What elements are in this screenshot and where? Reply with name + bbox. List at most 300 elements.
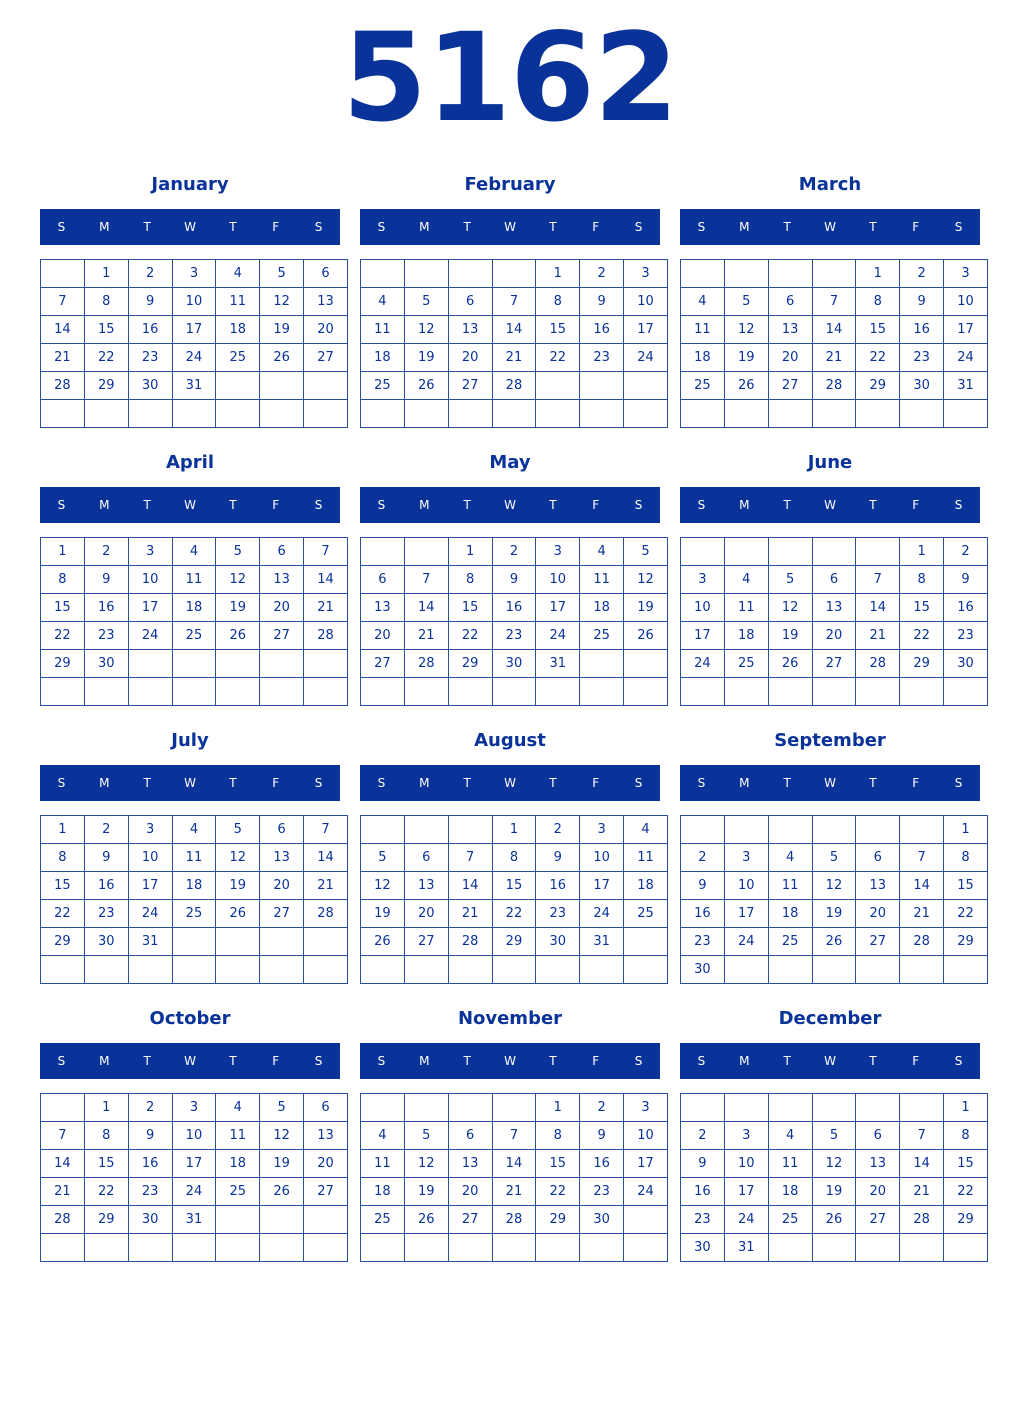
day-cell: 16 (128, 316, 172, 344)
day-cell (900, 400, 944, 428)
day-cell: 27 (361, 650, 405, 678)
day-cell (260, 1234, 304, 1262)
month-name: June (807, 452, 853, 473)
weekday-label: T (463, 1054, 471, 1068)
day-cell (448, 678, 492, 706)
day-cell: 29 (41, 650, 85, 678)
month-name: March (798, 174, 862, 195)
day-cell: 13 (856, 872, 900, 900)
weekday-header (680, 765, 980, 801)
weekday-label: M (99, 220, 110, 234)
week-row (41, 372, 348, 400)
day-cell (536, 372, 580, 400)
weekday-label: W (504, 498, 516, 512)
day-cell: 3 (944, 260, 988, 288)
day-cell: 12 (216, 566, 260, 594)
day-cell (768, 816, 812, 844)
day-cell: 19 (812, 900, 856, 928)
day-cell: 23 (681, 1206, 725, 1234)
weekday-label: W (504, 776, 516, 790)
day-cell: 22 (492, 900, 536, 928)
day-cell: 20 (404, 900, 448, 928)
day-cell: 11 (624, 844, 668, 872)
day-cell: 24 (128, 622, 172, 650)
day-cell: 10 (580, 844, 624, 872)
day-cell: 8 (856, 288, 900, 316)
day-cell: 22 (944, 900, 988, 928)
weekday-label: T (783, 1054, 791, 1068)
week-row (41, 1206, 348, 1234)
day-cell (536, 1234, 580, 1262)
weekday-header (40, 1043, 340, 1079)
week-row (681, 900, 988, 928)
day-cell (128, 650, 172, 678)
day-cell (361, 678, 405, 706)
day-cell: 7 (304, 538, 348, 566)
day-cell: 30 (900, 372, 944, 400)
day-cell: 2 (944, 538, 988, 566)
day-cell (304, 678, 348, 706)
day-cell: 24 (681, 650, 725, 678)
weekday-label: S (314, 220, 323, 234)
day-cell: 27 (260, 622, 304, 650)
day-cell: 7 (41, 288, 85, 316)
day-cell: 29 (84, 1206, 128, 1234)
day-cell: 6 (404, 844, 448, 872)
day-cell (84, 956, 128, 984)
weekday-label: S (314, 776, 323, 790)
day-cell: 12 (812, 872, 856, 900)
day-cell: 2 (492, 538, 536, 566)
day-cell (448, 816, 492, 844)
day-cell (768, 400, 812, 428)
days-table (40, 815, 348, 984)
weekday-header (680, 487, 980, 523)
day-cell (624, 372, 668, 400)
weekday-label: W (824, 220, 836, 234)
day-cell: 14 (856, 594, 900, 622)
day-cell: 14 (900, 872, 944, 900)
day-cell: 18 (172, 872, 216, 900)
day-cell: 23 (580, 344, 624, 372)
day-cell (448, 260, 492, 288)
day-cell (724, 816, 768, 844)
day-cell (216, 1234, 260, 1262)
day-cell: 29 (944, 1206, 988, 1234)
day-cell: 16 (681, 900, 725, 928)
week-row (681, 1234, 988, 1262)
day-cell: 3 (536, 538, 580, 566)
day-cell: 23 (128, 344, 172, 372)
day-cell: 27 (404, 928, 448, 956)
day-cell (900, 1094, 944, 1122)
day-cell (216, 928, 260, 956)
day-cell: 9 (536, 844, 580, 872)
day-cell (681, 816, 725, 844)
day-cell (768, 1094, 812, 1122)
week-row (41, 1122, 348, 1150)
month-name: February (464, 174, 556, 195)
day-cell: 8 (944, 1122, 988, 1150)
day-cell: 21 (41, 344, 85, 372)
day-cell: 5 (216, 538, 260, 566)
day-cell (41, 678, 85, 706)
day-cell (944, 678, 988, 706)
day-cell: 16 (84, 594, 128, 622)
weekday-label: S (697, 776, 706, 790)
day-cell: 5 (812, 844, 856, 872)
day-cell: 1 (536, 260, 580, 288)
week-row (41, 260, 348, 288)
day-cell (361, 956, 405, 984)
day-cell: 5 (724, 288, 768, 316)
weekday-label: T (143, 498, 151, 512)
weekday-label: F (592, 498, 600, 512)
day-cell: 28 (448, 928, 492, 956)
day-cell: 5 (260, 1094, 304, 1122)
day-cell: 29 (856, 372, 900, 400)
day-cell: 21 (41, 1178, 85, 1206)
day-cell: 18 (361, 1178, 405, 1206)
day-cell (768, 260, 812, 288)
day-cell (580, 956, 624, 984)
day-cell (172, 650, 216, 678)
day-cell: 30 (128, 372, 172, 400)
week-row (681, 1094, 988, 1122)
month-name: September (774, 730, 886, 751)
day-cell: 30 (492, 650, 536, 678)
day-cell: 15 (944, 1150, 988, 1178)
week-row (41, 650, 348, 678)
day-cell: 4 (624, 816, 668, 844)
day-cell: 30 (536, 928, 580, 956)
day-cell: 12 (216, 844, 260, 872)
day-cell (492, 956, 536, 984)
day-cell: 23 (681, 928, 725, 956)
day-cell: 4 (681, 288, 725, 316)
day-cell: 28 (856, 650, 900, 678)
weekday-label: T (549, 776, 557, 790)
day-cell (492, 1094, 536, 1122)
day-cell: 6 (260, 816, 304, 844)
day-cell: 14 (492, 1150, 536, 1178)
week-row (361, 928, 668, 956)
day-cell: 13 (448, 1150, 492, 1178)
day-cell: 18 (580, 594, 624, 622)
day-cell: 15 (448, 594, 492, 622)
day-cell: 31 (128, 928, 172, 956)
weekday-label: M (419, 776, 430, 790)
day-cell: 21 (492, 344, 536, 372)
month-name: October (149, 1008, 231, 1029)
day-cell: 7 (492, 288, 536, 316)
day-cell: 8 (41, 844, 85, 872)
day-cell (900, 678, 944, 706)
day-cell: 13 (260, 566, 304, 594)
week-row (41, 956, 348, 984)
day-cell (768, 678, 812, 706)
day-cell: 9 (492, 566, 536, 594)
week-row (681, 678, 988, 706)
day-cell (128, 1234, 172, 1262)
day-cell: 22 (84, 344, 128, 372)
weekday-label: T (229, 220, 237, 234)
day-cell: 1 (944, 1094, 988, 1122)
day-cell (448, 1234, 492, 1262)
day-cell: 8 (944, 844, 988, 872)
day-cell (361, 400, 405, 428)
weekday-label: W (824, 498, 836, 512)
day-cell: 9 (84, 566, 128, 594)
day-cell: 30 (84, 928, 128, 956)
day-cell: 22 (536, 344, 580, 372)
day-cell: 30 (681, 956, 725, 984)
day-cell: 28 (812, 372, 856, 400)
day-cell (900, 1234, 944, 1262)
week-row (361, 372, 668, 400)
weekday-label: W (184, 220, 196, 234)
day-cell: 1 (900, 538, 944, 566)
day-cell: 10 (681, 594, 725, 622)
day-cell: 9 (128, 1122, 172, 1150)
weekday-label: T (783, 220, 791, 234)
day-cell: 14 (812, 316, 856, 344)
weekday-label: T (869, 776, 877, 790)
day-cell: 23 (536, 900, 580, 928)
day-cell: 10 (172, 1122, 216, 1150)
day-cell: 19 (724, 344, 768, 372)
day-cell: 4 (172, 816, 216, 844)
day-cell: 5 (404, 288, 448, 316)
day-cell (304, 1206, 348, 1234)
day-cell: 11 (216, 288, 260, 316)
day-cell (84, 1234, 128, 1262)
day-cell: 12 (812, 1150, 856, 1178)
day-cell: 11 (216, 1122, 260, 1150)
weekday-label: T (783, 498, 791, 512)
weekday-label: T (229, 498, 237, 512)
month-name: May (489, 452, 531, 473)
day-cell: 6 (856, 844, 900, 872)
day-cell: 2 (128, 1094, 172, 1122)
day-cell: 1 (448, 538, 492, 566)
day-cell: 12 (768, 594, 812, 622)
day-cell: 30 (944, 650, 988, 678)
day-cell: 31 (724, 1234, 768, 1262)
day-cell: 20 (448, 344, 492, 372)
day-cell: 23 (900, 344, 944, 372)
day-cell: 30 (580, 1206, 624, 1234)
week-row (681, 344, 988, 372)
day-cell: 8 (536, 288, 580, 316)
day-cell: 28 (492, 1206, 536, 1234)
days-table (680, 1093, 988, 1262)
day-cell (404, 678, 448, 706)
day-cell (492, 400, 536, 428)
weekday-header (40, 765, 340, 801)
day-cell (900, 816, 944, 844)
day-cell: 5 (624, 538, 668, 566)
day-cell: 15 (900, 594, 944, 622)
weekday-label: S (314, 498, 323, 512)
day-cell: 28 (900, 1206, 944, 1234)
day-cell: 3 (624, 1094, 668, 1122)
day-cell: 14 (41, 1150, 85, 1178)
week-row (681, 816, 988, 844)
days-table (680, 537, 988, 706)
day-cell: 15 (536, 316, 580, 344)
day-cell: 8 (900, 566, 944, 594)
day-cell: 13 (448, 316, 492, 344)
weekday-label: T (869, 498, 877, 512)
day-cell: 16 (580, 1150, 624, 1178)
day-cell: 17 (724, 900, 768, 928)
week-row (361, 538, 668, 566)
weekday-label: F (272, 220, 280, 234)
day-cell: 25 (361, 1206, 405, 1234)
weekday-label: T (229, 1054, 237, 1068)
week-row (681, 928, 988, 956)
day-cell (536, 956, 580, 984)
weekday-label: M (419, 1054, 430, 1068)
day-cell: 13 (856, 1150, 900, 1178)
day-cell: 21 (856, 622, 900, 650)
day-cell (448, 956, 492, 984)
weekday-header (40, 487, 340, 523)
day-cell (41, 1234, 85, 1262)
day-cell (724, 400, 768, 428)
month-name: April (165, 452, 215, 473)
day-cell: 5 (404, 1122, 448, 1150)
day-cell: 7 (900, 1122, 944, 1150)
day-cell (812, 816, 856, 844)
day-cell: 15 (856, 316, 900, 344)
day-cell: 12 (404, 316, 448, 344)
day-cell: 22 (448, 622, 492, 650)
weekday-label: T (549, 498, 557, 512)
day-cell (768, 1234, 812, 1262)
day-cell: 26 (812, 928, 856, 956)
weekday-label: W (824, 1054, 836, 1068)
day-cell: 3 (624, 260, 668, 288)
weekday-label: S (377, 498, 386, 512)
day-cell (624, 400, 668, 428)
week-row (681, 372, 988, 400)
day-cell: 25 (768, 928, 812, 956)
day-cell: 23 (84, 622, 128, 650)
week-row (41, 288, 348, 316)
day-cell: 24 (128, 900, 172, 928)
day-cell: 11 (681, 316, 725, 344)
day-cell: 24 (536, 622, 580, 650)
weekday-label: F (272, 776, 280, 790)
day-cell: 28 (304, 622, 348, 650)
day-cell: 6 (260, 538, 304, 566)
weekday-header (680, 1043, 980, 1079)
day-cell: 1 (492, 816, 536, 844)
day-cell (856, 538, 900, 566)
week-row (681, 400, 988, 428)
day-cell: 4 (768, 1122, 812, 1150)
day-cell: 1 (41, 538, 85, 566)
day-cell: 10 (536, 566, 580, 594)
day-cell: 16 (536, 872, 580, 900)
day-cell: 1 (856, 260, 900, 288)
day-cell: 28 (404, 650, 448, 678)
weekday-header (360, 765, 660, 801)
day-cell: 9 (681, 1150, 725, 1178)
day-cell: 25 (724, 650, 768, 678)
weekday-label: S (57, 776, 66, 790)
day-cell: 17 (624, 316, 668, 344)
day-cell: 4 (172, 538, 216, 566)
day-cell: 19 (768, 622, 812, 650)
day-cell: 26 (812, 1206, 856, 1234)
day-cell: 26 (361, 928, 405, 956)
day-cell: 3 (172, 1094, 216, 1122)
week-row (361, 650, 668, 678)
day-cell: 21 (812, 344, 856, 372)
day-cell (172, 400, 216, 428)
day-cell (856, 400, 900, 428)
day-cell: 20 (260, 872, 304, 900)
day-cell: 24 (724, 1206, 768, 1234)
weekday-header (40, 209, 340, 245)
week-row (681, 622, 988, 650)
day-cell: 3 (681, 566, 725, 594)
day-cell (812, 538, 856, 566)
day-cell (260, 372, 304, 400)
day-cell: 23 (128, 1178, 172, 1206)
day-cell: 11 (768, 1150, 812, 1178)
weekday-label: M (99, 1054, 110, 1068)
days-table (40, 537, 348, 706)
day-cell: 26 (216, 900, 260, 928)
day-cell: 30 (128, 1206, 172, 1234)
day-cell: 9 (944, 566, 988, 594)
weekday-label: S (697, 498, 706, 512)
weekday-label: F (592, 776, 600, 790)
day-cell: 15 (536, 1150, 580, 1178)
day-cell: 29 (41, 928, 85, 956)
day-cell: 16 (944, 594, 988, 622)
week-row (361, 956, 668, 984)
week-row (361, 260, 668, 288)
weekday-label: M (99, 498, 110, 512)
day-cell: 7 (41, 1122, 85, 1150)
day-cell: 19 (260, 1150, 304, 1178)
day-cell: 9 (681, 872, 725, 900)
day-cell (216, 1206, 260, 1234)
day-cell: 12 (404, 1150, 448, 1178)
day-cell: 8 (536, 1122, 580, 1150)
day-cell: 24 (172, 1178, 216, 1206)
week-row (41, 872, 348, 900)
day-cell: 30 (681, 1234, 725, 1262)
day-cell (856, 1094, 900, 1122)
day-cell: 23 (580, 1178, 624, 1206)
day-cell: 31 (536, 650, 580, 678)
day-cell: 22 (856, 344, 900, 372)
day-cell: 16 (492, 594, 536, 622)
days-table (360, 815, 668, 984)
day-cell: 19 (216, 872, 260, 900)
days-table (40, 259, 348, 428)
day-cell: 13 (361, 594, 405, 622)
day-cell: 22 (900, 622, 944, 650)
day-cell: 25 (172, 900, 216, 928)
weekday-label: W (184, 1054, 196, 1068)
